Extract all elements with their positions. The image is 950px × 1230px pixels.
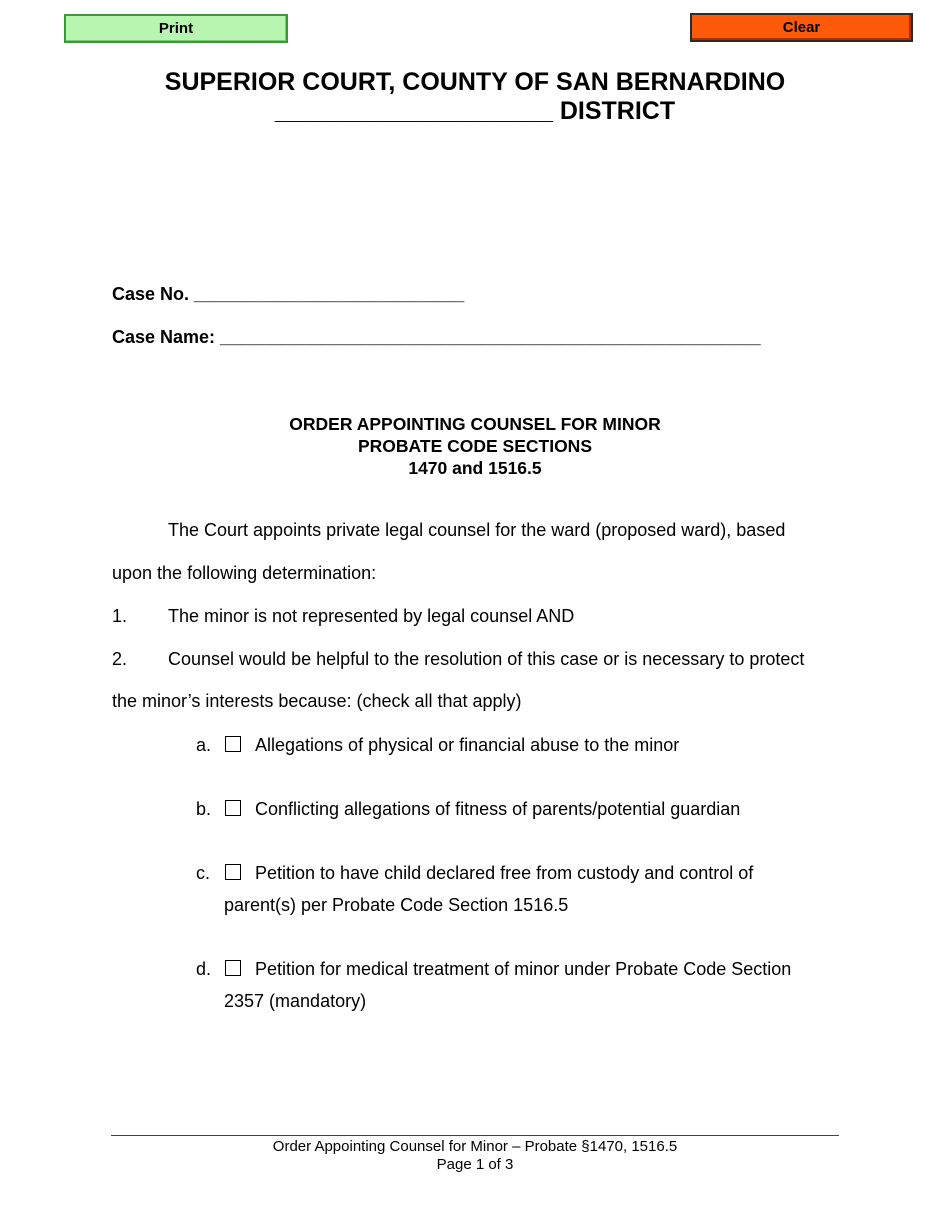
footer-divider xyxy=(111,1135,839,1136)
option-a-letter: a. xyxy=(196,735,212,755)
option-b-letter: b. xyxy=(196,799,212,819)
option-a-text: Allegations of physical or financial abuse to the minor xyxy=(255,735,680,755)
option-c-letter: c. xyxy=(196,863,211,883)
order-title xyxy=(0,413,950,479)
court-header xyxy=(0,68,950,126)
item-1-number: 1. xyxy=(112,606,128,626)
order-title-line1: ORDER APPOINTING COUNSEL FOR MINOR xyxy=(289,414,661,434)
intro-line-1: The Court appoints private legal counsel for the ward (proposed ward), based xyxy=(168,520,786,540)
option-d-checkbox[interactable] xyxy=(225,960,241,976)
case-number-field[interactable]: Case No. ___________________________ xyxy=(112,284,465,304)
option-d-line-1: Petition for medical treatment of minor under Probate Code Section xyxy=(255,959,792,979)
option-c-line-1: Petition to have child declared free from custody and control of xyxy=(255,863,754,883)
footer-form-title: Order Appointing Counsel for Minor – Probate §1470, 1516.5 xyxy=(272,1138,678,1155)
court-name: SUPERIOR COURT, COUNTY OF SAN BERNARDINO xyxy=(164,68,786,96)
option-a-checkbox[interactable] xyxy=(225,736,241,752)
clear-button[interactable]: Clear xyxy=(690,13,913,42)
print-button[interactable]: Print xyxy=(64,14,288,43)
option-b-text: Conflicting allegations of fitness of parents/potential guardian xyxy=(255,799,741,819)
option-c-checkbox[interactable] xyxy=(225,864,241,880)
option-c-line-2: parent(s) per Probate Code Section 1516.5 xyxy=(224,895,569,915)
district-line: ____________________ DISTRICT xyxy=(274,97,676,125)
footer-page-indicator: Page 1 of 3 xyxy=(436,1156,514,1173)
item-2-number: 2. xyxy=(112,649,128,669)
option-d-line-2: 2357 (mandatory) xyxy=(224,991,367,1011)
item-2-line-2: the minor’s interests because: (check all that apply) xyxy=(112,691,522,711)
order-title-line2: PROBATE CODE SECTIONS xyxy=(357,436,592,456)
option-d-letter: d. xyxy=(196,959,212,979)
option-b-checkbox[interactable] xyxy=(225,800,241,816)
intro-line-2: upon the following determination: xyxy=(112,563,377,583)
case-name-field[interactable]: Case Name: ______________________________________________________ xyxy=(112,327,761,347)
order-title-line3: 1470 and 1516.5 xyxy=(408,458,542,478)
item-1-text: The minor is not represented by legal counsel AND xyxy=(168,606,575,626)
item-2-line-1: Counsel would be helpful to the resolution of this case or is necessary to protect xyxy=(168,649,805,669)
